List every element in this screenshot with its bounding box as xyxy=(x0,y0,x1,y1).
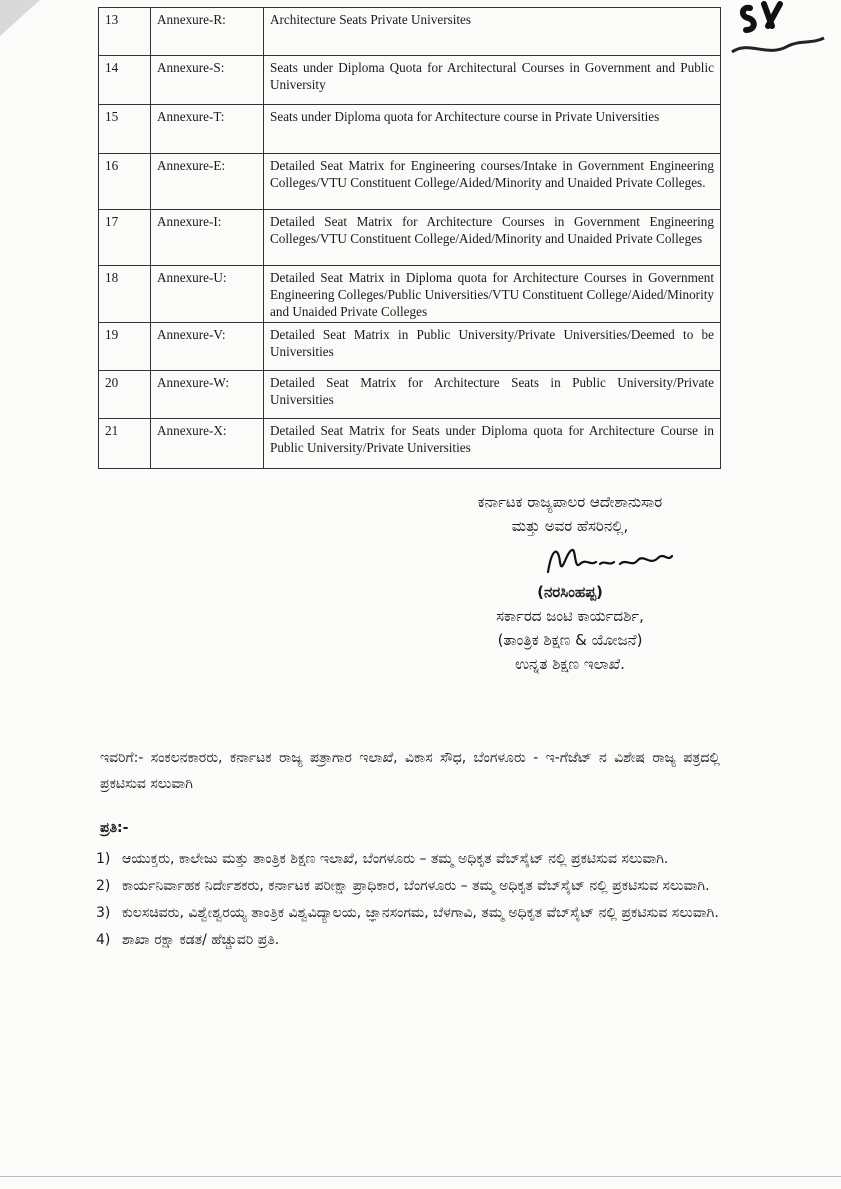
annexure-description: Detailed Seat Matrix in Diploma quota for Architecture Courses in Government Engineering Colleges/Public Universities/VTU Constituent College/Aided/Minority and Unaided Private Colleges xyxy=(264,266,721,323)
annexure-label: Annexure-T: xyxy=(151,105,264,154)
item-text: ಶಾಖಾ ರಕ್ಷಾ ಕಡತ/ ಹೆಚ್ಚುವರಿ ಪ್ರತಿ. xyxy=(122,932,280,948)
recipient-text: ಇವರಿಗೆ:- ಸಂಕಲನಕಾರರು, ಕರ್ನಾಟಕ ರಾಜ್ಯ ಪತ್ರಾಗಾರ ಇಲಾಖೆ, ವಿಕಾಸ ಸೌಧ, ಬೆಂಗಳೂರು - ಇ-ಗೆಜೆಟ್ ನ ವಿಶೇಷ ರಾಜ್ಯ ಪತ್ರದಲ್ಲಿ ಪ್ರಕಟಿಸುವ ಸಲುವಾಗಿ xyxy=(100,750,720,792)
item-number: 3) xyxy=(96,905,111,921)
item-text: ಆಯುಕ್ತರು, ಕಾಲೇಜು ಮತ್ತು ತಾಂತ್ರಿಕ ಶಿಕ್ಷಣ ಇಲಾಖೆ, ಬೆಂಗಳೂರು – ತಮ್ಮ ಅಧಿಕೃತ ವೆಬ್‌ಸೈಟ್ ನಲ್ಲಿ ಪ್ರಕಟಿಸುವ ಸಲುವಾಗಿ. xyxy=(122,851,669,867)
handwritten-signature xyxy=(540,542,680,580)
item-number: 2) xyxy=(96,878,111,894)
row-number: 20 xyxy=(99,371,151,419)
annexure-description: Detailed Seat Matrix for Seats under Diploma quota for Architecture Course in Public University/Private Universities xyxy=(264,419,721,469)
annexure-label: Annexure-I: xyxy=(151,210,264,266)
table-row xyxy=(99,8,721,56)
row-number: 15 xyxy=(99,105,151,154)
annexure-description: Detailed Seat Matrix for Engineering courses/Intake in Government Engineering Colleges/VTU Constituent College/Aided/Minority and Unaided Private Colleges. xyxy=(264,154,721,210)
signature-block xyxy=(390,490,750,676)
scan-edge-line xyxy=(0,1176,841,1177)
table-row xyxy=(99,266,721,323)
item-number: 1) xyxy=(96,851,111,867)
row-number: 13 xyxy=(99,8,151,56)
stamp-mark xyxy=(728,0,833,60)
annexure-description: Seats under Diploma Quota for Architectural Courses in Government and Public University xyxy=(264,56,721,105)
row-number: 19 xyxy=(99,323,151,371)
designation: ಉನ್ನತ ಶಿಕ್ಷಣ ಇಲಾಖೆ. xyxy=(515,655,625,673)
table-row xyxy=(99,371,721,419)
signatory-name: (ನರಸಿಂಹಪ್ಪ) xyxy=(537,583,603,601)
designation: ಸರ್ಕಾರದ ಜಂಟಿ ಕಾರ್ಯದರ್ಶಿ, xyxy=(496,607,644,625)
row-number: 14 xyxy=(99,56,151,105)
annexure-description: Detailed Seat Matrix for Architecture Seats in Public University/Private Universities xyxy=(264,371,721,419)
row-number: 18 xyxy=(99,266,151,323)
list-item xyxy=(96,873,726,900)
annexure-label: Annexure-X: xyxy=(151,419,264,469)
table-row xyxy=(99,210,721,266)
order-line: ಮತ್ತು ಅವರ ಹೆಸರಿನಲ್ಲಿ, xyxy=(511,517,629,535)
item-number: 4) xyxy=(96,932,111,948)
annexure-label: Annexure-U: xyxy=(151,266,264,323)
table-row xyxy=(99,323,721,371)
annexure-table xyxy=(98,7,721,469)
table-row xyxy=(99,56,721,105)
scan-corner-shadow xyxy=(0,0,40,36)
designation: (ತಾಂತ್ರಿಕ ಶಿಕ್ಷಣ & ಯೋಜನೆ) xyxy=(497,631,643,649)
row-number: 16 xyxy=(99,154,151,210)
annexure-label: Annexure-V: xyxy=(151,323,264,371)
list-item xyxy=(96,846,726,873)
annexure-description: Architecture Seats Private Universites xyxy=(264,8,721,56)
item-text: ಕಾರ್ಯನಿರ್ವಾಹಕ ನಿರ್ದೇಶಕರು, ಕರ್ನಾಟಕ ಪರೀಕ್ಷಾ ಪ್ರಾಧಿಕಾರ, ಬೆಂಗಳೂರು – ತಮ್ಮ ಅಧಿಕೃತ ವೆಬ್‌ಸೈಟ್ ನಲ್ಲಿ ಪ್ರಕಟಿಸುವ ಸಲುವಾಗಿ. xyxy=(122,878,710,894)
table-row xyxy=(99,154,721,210)
annexure-description: Detailed Seat Matrix for Architecture Courses in Government Engineering Colleges/VTU Constituent College/Aided/Minority and Unaided Private Colleges xyxy=(264,210,721,266)
annexure-label: Annexure-R: xyxy=(151,8,264,56)
row-number: 17 xyxy=(99,210,151,266)
annexure-label: Annexure-W: xyxy=(151,371,264,419)
list-item xyxy=(96,927,726,954)
order-line: ಕರ್ನಾಟಕ ರಾಜ್ಯಪಾಲರ ಆದೇಶಾನುಸಾರ xyxy=(477,493,663,511)
annexure-description: Seats under Diploma quota for Architecture course in Private Universities xyxy=(264,105,721,154)
copy-list xyxy=(96,846,726,954)
copy-heading: ಪ್ರತಿ:- xyxy=(100,820,129,836)
item-text: ಕುಲಸಚಿವರು, ವಿಶ್ವೇಶ್ವರಯ್ಯ ತಾಂತ್ರಿಕ ವಿಶ್ವವಿದ್ಯಾಲಯ, ಜ್ಞಾನಸಂಗಮ, ಬೆಳಗಾವಿ, ತಮ್ಮ ಅಧಿಕೃತ ವೆಬ್‌ಸೈಟ್ ನಲ್ಲಿ ಪ್ರಕಟಿಸುವ ಸಲುವಾಗಿ. xyxy=(122,905,719,921)
annexure-description: Detailed Seat Matrix in Public University/Private Universities/Deemed to be Universities xyxy=(264,323,721,371)
annexure-label: Annexure-S: xyxy=(151,56,264,105)
table-row xyxy=(99,419,721,469)
list-item xyxy=(96,900,726,927)
table-row xyxy=(99,105,721,154)
row-number: 21 xyxy=(99,419,151,469)
annexure-label: Annexure-E: xyxy=(151,154,264,210)
